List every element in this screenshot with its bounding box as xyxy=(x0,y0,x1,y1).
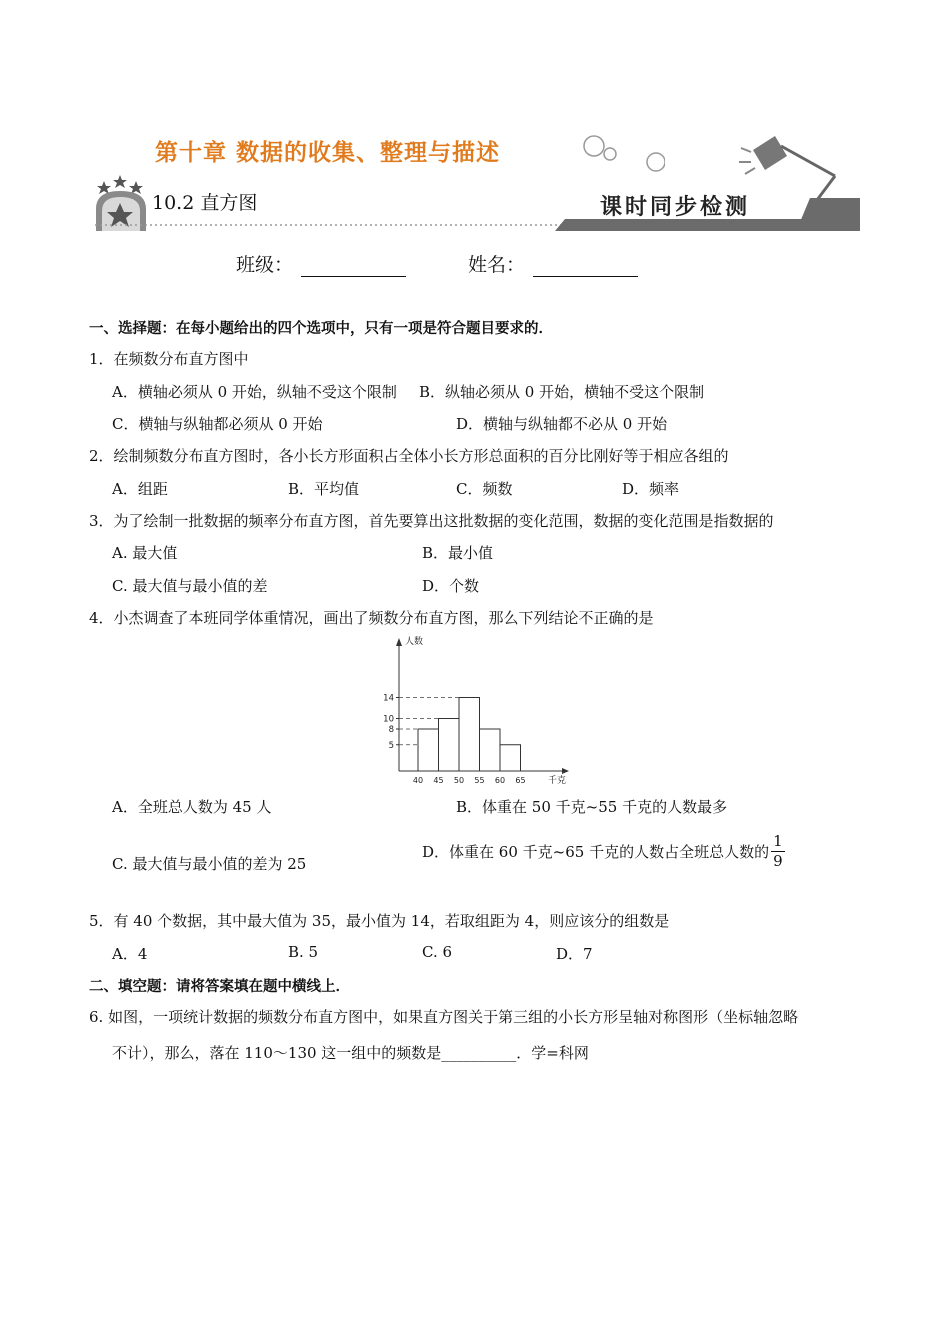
chapter-title: 第十章 数据的收集、整理与描述 xyxy=(155,140,501,166)
q5-stem: 5．有 40 个数据，其中最大值为 35，最小值为 14，若取组距为 4，则应该分的组数是 xyxy=(89,912,670,930)
x-tick-label: 55 xyxy=(474,776,485,785)
q4-option-d-text: D．体重在 60 千克~65 千克的人数占全班总人数的 xyxy=(422,842,770,861)
fraction-numerator: 1 xyxy=(773,831,783,850)
weight-histogram xyxy=(372,632,577,789)
bubbles-icon xyxy=(580,128,665,183)
name-blank[interactable] xyxy=(533,258,638,277)
part1-heading: 一、选择题：在每小题给出的四个选项中，只有一项是符合题目要求的． xyxy=(89,321,553,337)
q4-option-d xyxy=(422,826,785,876)
y-tick-label: 10 xyxy=(383,714,394,725)
class-blank[interactable] xyxy=(301,258,406,277)
name-label: 姓名： xyxy=(468,254,526,276)
q4-option-c: C. 最大值与最小值的差为 25 xyxy=(112,855,307,873)
q1-stem: 1．在频数分布直方图中 xyxy=(89,350,249,368)
q5-option-b: B. 5 xyxy=(288,943,319,961)
y-axis-label: 人数 xyxy=(405,637,424,647)
q1-option-c: C．横轴与纵轴都必须从 0 开始 xyxy=(112,415,323,433)
q1-option-a: A．横轴必须从 0 开始，纵轴不受这个限制 xyxy=(112,383,397,401)
x-tick-label: 45 xyxy=(433,776,444,785)
part2-heading: 二、填空题：请将答案填在题中横线上． xyxy=(89,979,350,995)
q1-option-b: B．纵轴必须从 0 开始，横轴不受这个限制 xyxy=(419,383,705,401)
section-title: 10.2 直方图 xyxy=(152,192,258,214)
q5-option-a: A．4 xyxy=(112,945,148,963)
q3-option-c: C. 最大值与最小值的差 xyxy=(112,577,268,595)
q6-line1: 6. 如图，一项统计数据的频数分布直方图中，如果直方图关于第三组的小长方形呈轴对称图形（坐标轴忽略 xyxy=(89,1008,799,1026)
name-field xyxy=(468,250,638,277)
x-tick-label: 40 xyxy=(412,776,424,785)
x-tick-label: 50 xyxy=(453,776,465,785)
class-field xyxy=(236,250,406,277)
q3-stem: 3．为了绘制一批数据的频率分布直方图，首先要算出这批数据的变化范围，数据的变化范围是指数据的 xyxy=(89,512,774,530)
q5-option-c: C. 6 xyxy=(422,943,453,961)
histogram-bar xyxy=(418,729,439,771)
x-axis-label: 千克 xyxy=(548,776,567,786)
banner-tab xyxy=(800,196,860,222)
q2-option-b: B．平均值 xyxy=(288,480,360,498)
histogram-bar xyxy=(459,698,480,772)
fraction-denominator: 9 xyxy=(773,851,783,870)
q2-option-c: C．频数 xyxy=(456,480,513,498)
y-tick-label: 8 xyxy=(388,725,394,735)
x-axis-arrow-icon xyxy=(562,768,569,774)
q4-stem: 4．小杰调查了本班同学体重情况，画出了频数分布直方图，那么下列结论不正确的是 xyxy=(89,609,654,627)
y-axis-arrow-icon xyxy=(396,638,402,646)
histogram-bar xyxy=(500,745,521,771)
q5-option-d: D．7 xyxy=(556,945,593,963)
q6-line2: 不计），那么，落在 110～130 这一组中的频数是__________．学=科网 xyxy=(112,1044,589,1062)
q3-option-d: D．个数 xyxy=(422,577,480,595)
badge-text: 课时同步检测 xyxy=(599,194,750,220)
q2-option-a: A．组距 xyxy=(112,480,168,498)
y-tick-label: 14 xyxy=(383,693,394,704)
q4-option-b: B．体重在 50 千克~55 千克的人数最多 xyxy=(456,798,728,816)
fraction-one-ninth xyxy=(771,831,785,870)
q2-stem: 2．绘制频数分布直方图时，各小长方形面积占全体小长方形总面积的百分比刚好等于相应各组的 xyxy=(89,447,729,465)
class-label: 班级： xyxy=(236,254,294,276)
histogram-bar xyxy=(439,719,460,772)
q3-option-a: A. 最大值 xyxy=(112,544,178,562)
q3-option-b: B．最小值 xyxy=(422,544,494,562)
x-tick-label: 60 xyxy=(494,776,506,785)
q4-option-a: A．全班总人数为 45 人 xyxy=(112,798,272,816)
q2-option-d: D．频率 xyxy=(622,480,680,498)
x-tick-label: 65 xyxy=(515,776,526,785)
y-tick-label: 5 xyxy=(388,740,394,751)
q1-option-d: D．横轴与纵轴都不必从 0 开始 xyxy=(456,415,668,433)
histogram-bar xyxy=(480,729,501,771)
